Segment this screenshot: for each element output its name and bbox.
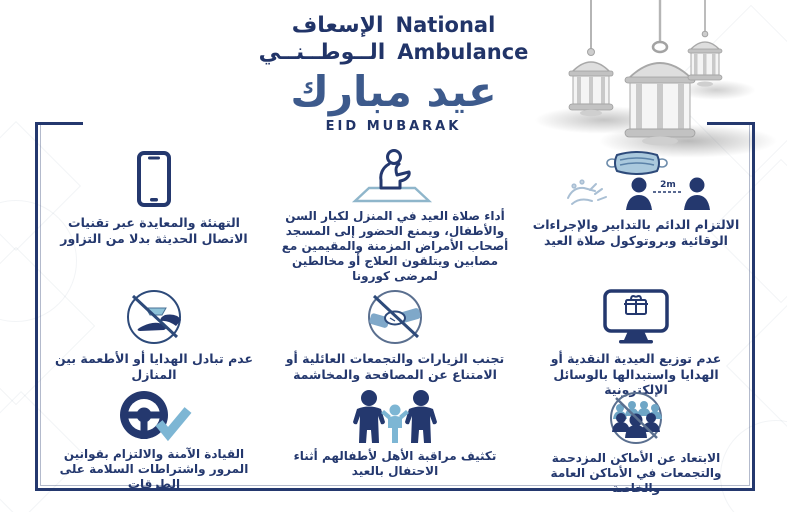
logo-arabic-line1: الإسعاف [291, 13, 384, 38]
no-gift-exchange-icon [119, 288, 189, 346]
monitor-gift-icon [598, 288, 674, 346]
tip-preventive-measures [530, 148, 742, 288]
tip-electronic-eidiya [530, 288, 742, 397]
tip-avoid-visits-handshakes [276, 288, 514, 390]
tip-eid-prayer-at-home [276, 148, 514, 288]
logo-english-line1: National [395, 13, 496, 37]
tips-grid [38, 122, 752, 495]
tip-text: الالتزام الدائم بالتدابير والإجراءات الوقائية وبروتوكول صلاة العيد [532, 217, 740, 248]
tip-text: تجنب الزيارات والتجمعات العائلية أو الامتناع عن المصافحة والمخاشمة [285, 351, 505, 382]
family-icon [347, 390, 443, 444]
tip-safe-driving [54, 390, 254, 490]
tip-watch-children [276, 390, 514, 490]
tip-text: تكثيف مراقبة الأهل لأطفالهم أثناء الاحتفال بالعيد [293, 449, 497, 478]
tip-text: عدم تبادل الهدايا أو الأطعمة بين المنازل [54, 351, 254, 382]
tip-text: أداء صلاة العيد في المنزل لكبار السن والأطفال، ويمنع الحضور إلى المسجد أصحاب الأمراض المزمنة والمقيمين مع مصابين ويتلقون العلاج أو مخالطين لمرضى كورونا [281, 209, 509, 283]
eid-mubarak-title-arabic: عيد مبارك [290, 67, 497, 116]
mask-handwash-distancing-icon [560, 148, 712, 212]
tip-text: التهنئة والمعايدة عبر تقنيات الاتصال الحديثة بدلا من التزاور [60, 215, 248, 246]
tip-text: عدم توزيع العيدية النقدية أو الهدايا واستبدالها بالوسائل الإلكترونية [550, 351, 722, 397]
tip-text: القيادة الآمنة والالتزام بقوانين المرور واشتراطات السلامة على الطرقات [59, 447, 249, 491]
tip-text: الابتعاد عن الأماكن المزدحمة والتجمعات في الأماكن العامة والخاصة [550, 451, 722, 495]
tip-avoid-crowds [530, 390, 742, 495]
no-handshake-icon [360, 288, 430, 346]
tip-greetings-by-phone [54, 148, 254, 288]
smartphone-icon [134, 148, 174, 210]
praying-person-icon [345, 148, 445, 204]
steering-wheel-check-icon [111, 390, 197, 442]
lantern-icon [682, 0, 728, 92]
no-crowds-icon [600, 390, 672, 446]
eid-mubarak-title-english: EID MUBARAK [325, 119, 462, 134]
tip-no-gift-food-exchange [54, 288, 254, 390]
lantern-icon [560, 0, 622, 118]
logo-english-line2: Ambulance [397, 40, 529, 64]
logo-arabic-line2: الــوطــنــي [258, 40, 386, 65]
svg-text:2m: 2m [660, 180, 676, 190]
content-frame [35, 122, 755, 495]
